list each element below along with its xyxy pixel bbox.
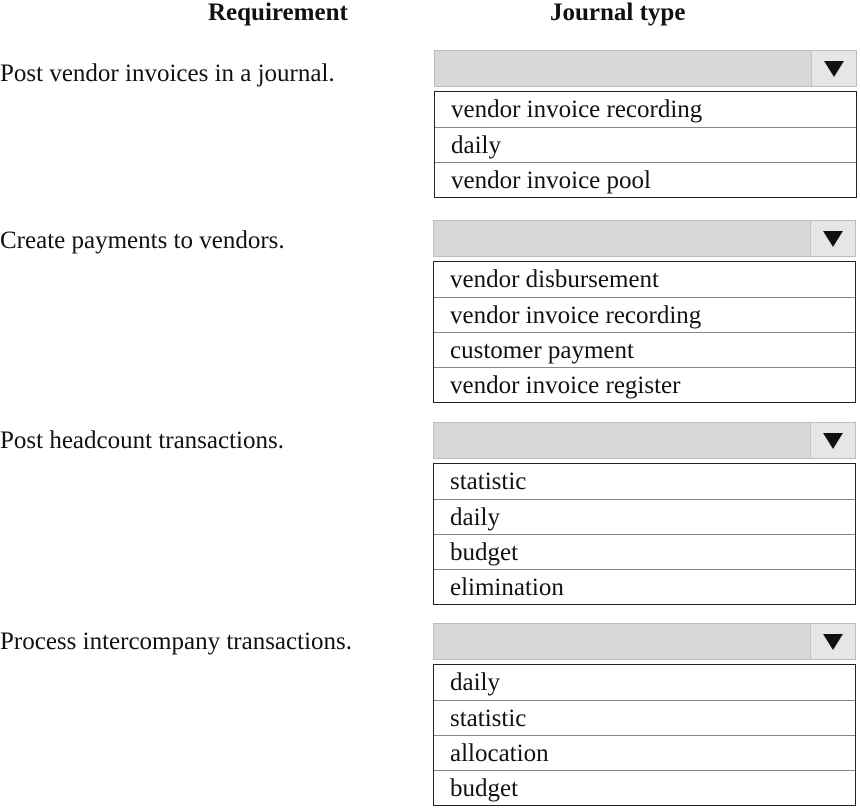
dropdown-option[interactable]: vendor invoice pool xyxy=(435,162,856,197)
dropdown-select[interactable] xyxy=(434,50,857,87)
journal-type-dropdown xyxy=(434,50,857,198)
dropdown-toggle-button[interactable] xyxy=(810,423,855,458)
dropdown-select[interactable] xyxy=(433,623,856,660)
journal-type-dropdown xyxy=(433,623,856,806)
dropdown-option[interactable]: vendor invoice register xyxy=(434,367,855,402)
dropdown-options-list xyxy=(433,664,856,806)
dropdown-option[interactable]: daily xyxy=(434,499,855,534)
chevron-down-icon xyxy=(823,634,843,650)
dropdown-options-list xyxy=(434,91,857,198)
dropdown-toggle-button[interactable] xyxy=(810,221,855,256)
requirement-label: Process intercompany transactions. xyxy=(0,628,352,655)
journal-type-dropdown xyxy=(433,220,856,403)
requirement-label: Post vendor invoices in a journal. xyxy=(0,60,335,87)
dropdown-option[interactable]: budget xyxy=(434,770,855,805)
chevron-down-icon xyxy=(823,231,843,247)
requirement-column-header: Requirement xyxy=(208,0,348,26)
chevron-down-icon xyxy=(824,61,844,77)
dropdown-option[interactable]: statistic xyxy=(450,468,527,495)
chevron-down-icon xyxy=(823,433,843,449)
journal-type-column-header: Journal type xyxy=(550,0,686,26)
dropdown-option[interactable]: vendor disbursement xyxy=(450,266,659,293)
dropdown-option[interactable]: daily xyxy=(435,127,856,162)
dropdown-option[interactable]: daily xyxy=(450,669,500,696)
dropdown-option[interactable]: statistic xyxy=(434,700,855,735)
dropdown-toggle-button[interactable] xyxy=(810,624,855,659)
journal-type-dropdown xyxy=(433,422,856,605)
dropdown-select[interactable] xyxy=(433,220,856,257)
dropdown-options-list xyxy=(433,261,856,403)
requirement-label: Post headcount transactions. xyxy=(0,427,284,454)
dropdown-option[interactable]: vendor invoice recording xyxy=(451,96,703,123)
requirement-label: Create payments to vendors. xyxy=(0,227,285,254)
dropdown-option[interactable]: vendor invoice recording xyxy=(434,297,855,332)
dropdown-option[interactable]: customer payment xyxy=(434,332,855,367)
dropdown-select[interactable] xyxy=(433,422,856,459)
dropdown-toggle-button[interactable] xyxy=(811,51,856,86)
dropdown-options-list xyxy=(433,463,856,605)
dropdown-option[interactable]: budget xyxy=(434,534,855,569)
dropdown-option[interactable]: allocation xyxy=(434,735,855,770)
dropdown-option[interactable]: elimination xyxy=(434,569,855,604)
